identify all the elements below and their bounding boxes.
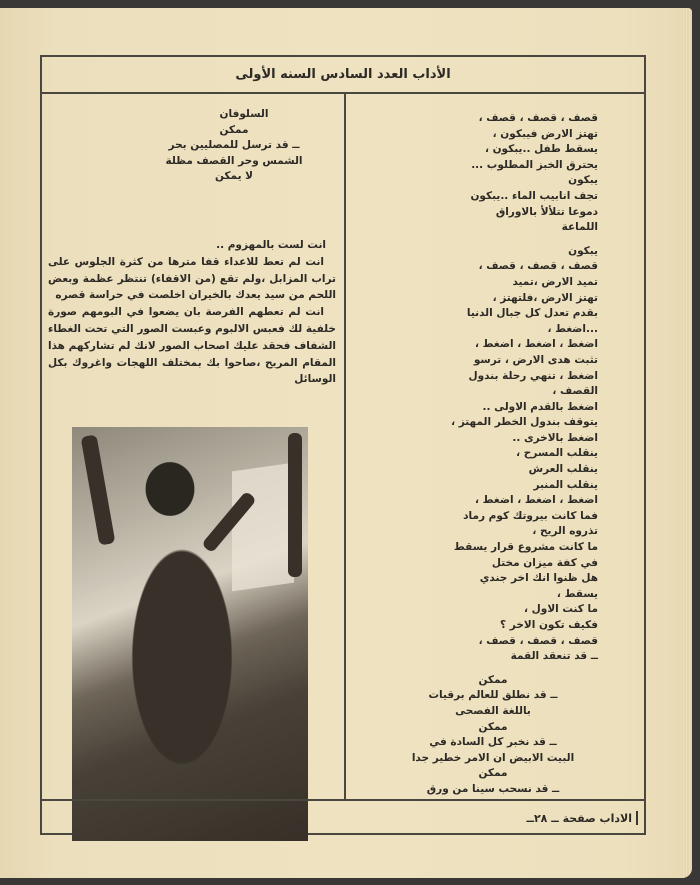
poem-line: ...اضغط ،: [547, 322, 598, 335]
poem-line: تثبت هدى الارض ، ترسو: [473, 353, 598, 366]
prose-block: [48, 237, 336, 388]
poem-line: بقدم تعدل كل جبال الدنيا: [466, 307, 598, 320]
page-edge: [682, 8, 692, 878]
verse-line: لا يمكن: [214, 170, 253, 183]
poem-line: فكيف تكون الاخر ؟: [500, 619, 598, 631]
poem-line: ما كنت الاول ،: [524, 603, 598, 616]
poem-line: اللماعة: [561, 221, 598, 234]
poem-line: اضغط ، تنهي رحلة بندول: [468, 369, 598, 382]
poem-line: هل ظنوا انك اخر جندي: [479, 572, 598, 585]
left-column: [46, 97, 342, 797]
poem-line: ما كانت مشروع قرار يسقط: [453, 541, 598, 554]
poem-line: ــ قد نسحب سينا من ورق: [426, 782, 560, 795]
photograph-figure-with-flag: [72, 427, 308, 841]
poem-line: ــ قد تنعقد القمة: [510, 650, 598, 663]
verse-line: ــ قد ترسل للمصليين بحر: [168, 139, 300, 152]
photo-highlight: [232, 463, 294, 592]
poem-line: يسقط ،: [556, 587, 598, 600]
poem-line: يبكون: [568, 174, 598, 187]
poem-line: تجف انابيب الماء ..يبكون: [470, 189, 598, 202]
poem-line: قصف ، قصف ، قصف ،: [478, 112, 598, 124]
poem-line: دموعا تتلألأ بالاوراق: [495, 205, 598, 218]
verse-line: الشمس وحر القصف مظلة: [165, 154, 303, 167]
poem-line: يبكون: [568, 244, 598, 257]
running-header: [42, 57, 644, 94]
right-column-poem: [348, 97, 638, 797]
poem-line: ينقلب المنبر: [533, 478, 598, 491]
poem-line: اضغط ، اضغط ، اضغط ،: [475, 338, 598, 351]
poem-line: قصف ، قصف ، قصف ،: [478, 634, 598, 647]
column-divider: [344, 94, 346, 799]
poem-line: تذروه الريح ،: [532, 525, 598, 538]
poem-line: فما كانت بيروتك كوم رماد: [463, 509, 598, 522]
verse-line: ممكن: [219, 123, 249, 136]
poem-line: اضغط ، اضغط ، اضغط ،: [475, 494, 598, 507]
poem-line: اضغط بالقدم الاولى ..: [482, 400, 598, 413]
header-title: الأداب العدد السادس السنه الأولى: [235, 67, 451, 82]
prose-paragraph: انت لم تعطهم الفرصة بان يضعوا في البومهم صورة خلفية لك فعبس الالبوم وعبست الصور التي تحت الغطاء الشفاف فحقد عليك اصحاب الصور لانك لم تشاركهم هذا المقام المريح ،صاحوا بك بمختلف اللهجات واغروك بكل الوسائل: [48, 306, 336, 386]
poem-line: ممكن: [478, 767, 508, 780]
poem-line: ــ قد نخبر كل السادة في: [429, 736, 557, 749]
poem-line: ينقلب المسرح ،: [516, 447, 598, 460]
flag-shape: [288, 433, 302, 577]
poem-line: في كفة ميزان مختل: [491, 556, 598, 569]
footer-page-label: الاداب صفحة ــ ٢٨ــ: [526, 811, 632, 825]
page-frame: [40, 55, 646, 835]
poem-line: يتوقف بندول الخطر المهتز ،: [451, 416, 598, 429]
poem-line: ينقلب العرش: [528, 463, 598, 476]
verse-title: السلوفان: [219, 108, 269, 120]
poem-line: اضغط بالاخرى ..: [512, 431, 598, 444]
poem-line: تميد الارض ،تميد: [512, 275, 598, 288]
poem-line: ــ قد نطلق للعالم برقيات: [428, 689, 558, 702]
poem-line: القصف ،: [552, 385, 598, 398]
prose-intro: انت لست بالمهزوم ..: [216, 239, 326, 251]
running-footer: [42, 801, 644, 835]
poem-line: تهتز الارض فيبكون ،: [492, 127, 598, 140]
poem-line: قصف ، قصف ، قصف ،: [478, 260, 598, 273]
magazine-page: [0, 8, 692, 878]
poem-line: ممكن: [478, 673, 508, 686]
poem-line: باللغة الفصحى: [455, 704, 531, 717]
poem-line: ممكن: [478, 720, 508, 733]
raised-arm-left: [81, 434, 116, 545]
poem-line: تهتز الارض ،فلتهتز ،: [492, 291, 598, 304]
poem-line: يسقط طفل ..يبكون ،: [484, 143, 598, 156]
poem-line: يحترق الخبز المطلوب ...: [471, 158, 598, 171]
poem-line: البيت الابيض ان الامر خطير جدا: [411, 751, 575, 764]
footer-marker: [636, 811, 638, 825]
verse-block: [134, 107, 334, 185]
prose-paragraph: انت لم تعط للاعداء قفا مترها من كثرة الجلوس على تراب المزابل ،ولم تقع (من الاقفاء) تنتظر عظمة وبعض اللحم من سيد يعدك بالخيران اخلصت في حراسة قصره: [48, 255, 336, 302]
